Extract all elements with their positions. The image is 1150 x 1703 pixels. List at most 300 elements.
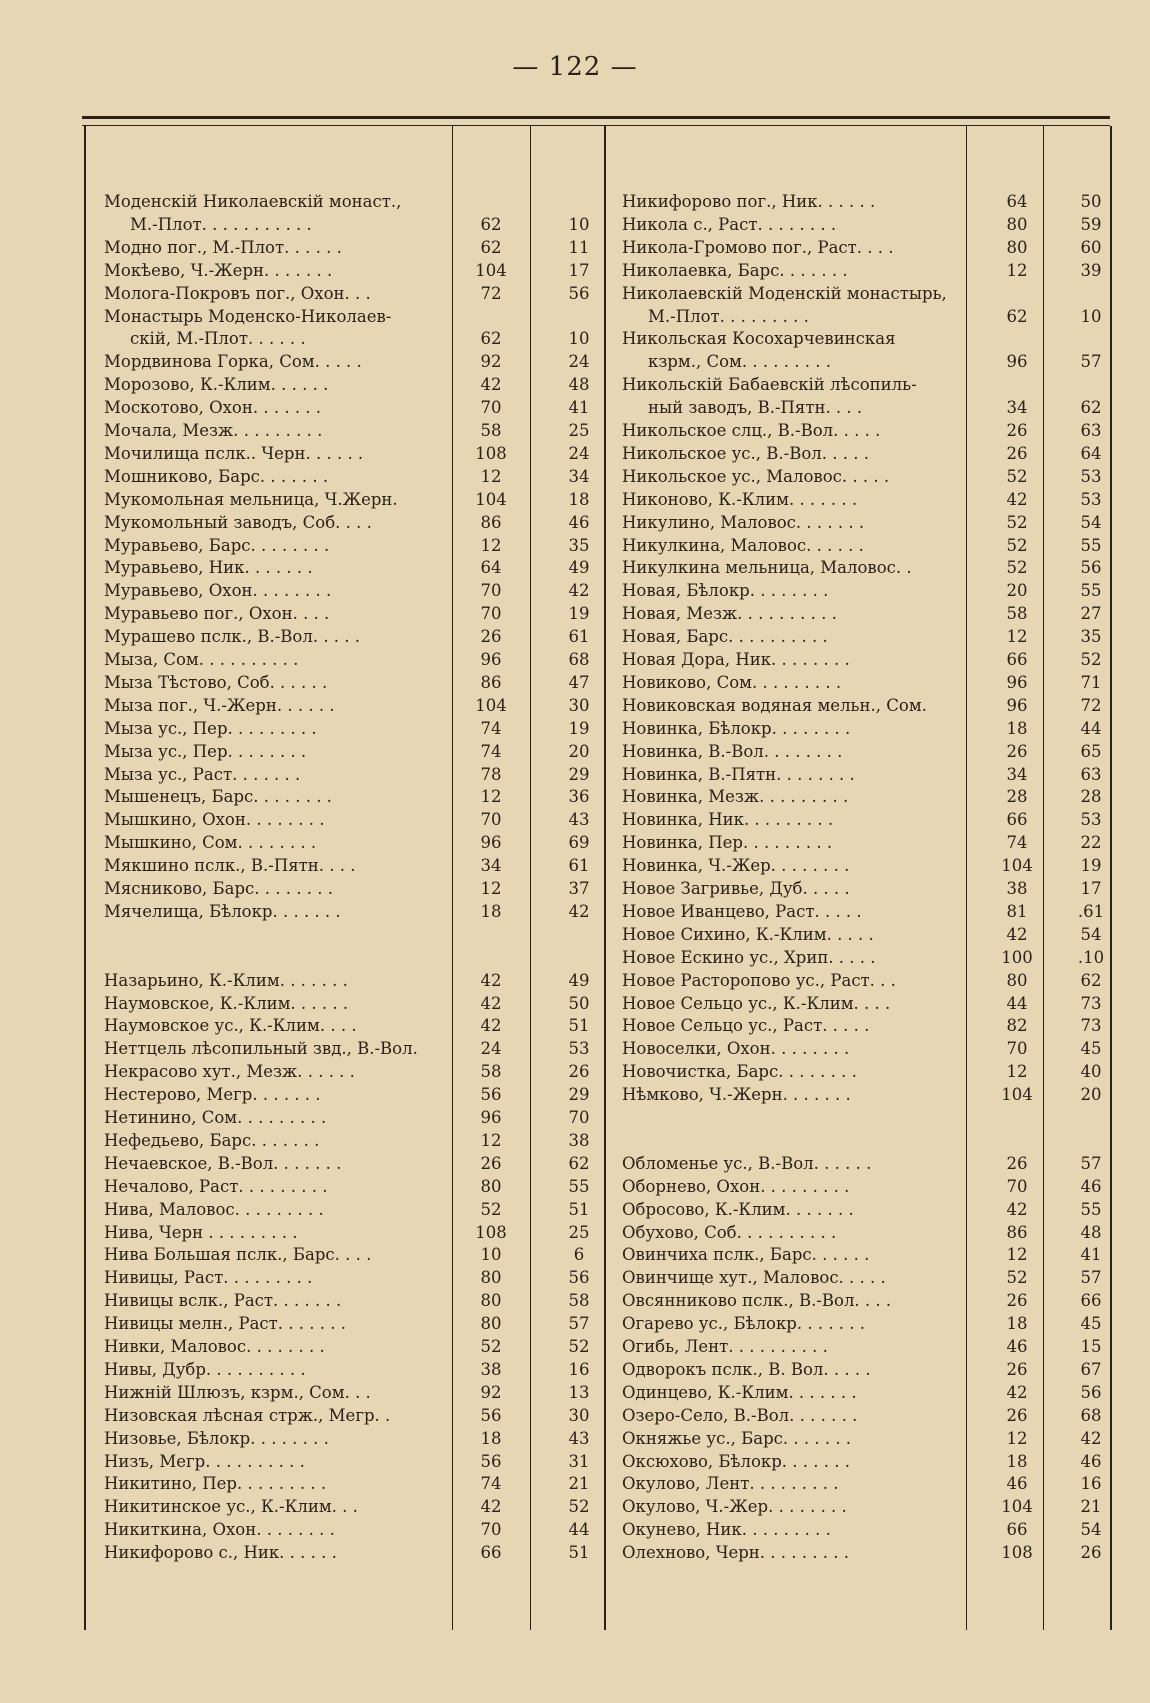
entry-number: 16 <box>1080 1474 1102 1494</box>
column-divider <box>84 126 86 1630</box>
place-name: Новиково, Сом. . . . . . . . . <box>622 672 842 692</box>
page-ref: 42 <box>480 1497 502 1517</box>
page-ref: 104 <box>475 260 507 280</box>
page-ref: 34 <box>1006 764 1028 784</box>
entry-number: 53 <box>1080 810 1102 830</box>
page-ref: 38 <box>1006 879 1028 898</box>
entry-number: 71 <box>1080 672 1102 692</box>
page-ref: 66 <box>1006 810 1028 830</box>
entry-number: 27 <box>1080 604 1102 624</box>
entry-number: 56 <box>1080 1382 1102 1402</box>
page-ref: 80 <box>480 1314 502 1334</box>
page-ref: 52 <box>480 1199 502 1219</box>
entry-number: 10 <box>568 214 590 234</box>
place-name: Новинка, В.-Пятн. . . . . . . . <box>622 764 855 784</box>
page-ref: 66 <box>1006 1520 1028 1540</box>
page-ref: 80 <box>1006 970 1028 990</box>
page-ref: 42 <box>480 375 502 395</box>
place-name: Низовская лѣсная стрж., Мегр. . <box>104 1405 391 1425</box>
place-name: Огибь, Лент. . . . . . . . . . <box>622 1337 828 1356</box>
entry-number: 20 <box>568 741 590 761</box>
place-name: Никольское ус., В.-Вол. . . . . <box>622 443 869 463</box>
entry-number: 52 <box>568 1497 590 1517</box>
page-ref: 26 <box>1006 421 1028 440</box>
place-name: Озеро-Село, В.-Вол. . . . . . . <box>622 1405 858 1425</box>
entry-number: 17 <box>1080 879 1102 898</box>
page-ref: 18 <box>480 901 502 921</box>
place-name: скій, М.-Плот. . . . . . <box>130 329 306 349</box>
page-ref: 78 <box>480 764 502 784</box>
page-ref: 82 <box>1006 1016 1028 1036</box>
place-name: Обломенье ус., В.-Вол. . . . . . <box>622 1153 872 1173</box>
entry-number: 24 <box>568 352 590 372</box>
place-name: Модно пог., М.-Плот. . . . . . <box>104 237 342 257</box>
entry-number: 43 <box>568 810 590 830</box>
entry-number: 30 <box>568 695 590 715</box>
page-ref: 52 <box>480 1337 502 1356</box>
entry-number: 53 <box>1080 489 1102 509</box>
entry-number: 57 <box>1080 1268 1102 1288</box>
page-number: — 122 — <box>512 52 638 82</box>
entry-number: 43 <box>568 1428 590 1448</box>
place-name: Обросово, К.-Клим. . . . . . . <box>622 1199 854 1219</box>
place-name: Олехново, Черн. . . . . . . . . <box>622 1543 849 1563</box>
entry-number: 73 <box>1080 993 1102 1013</box>
place-name: Никоново, К.-Клим. . . . . . . <box>622 489 858 509</box>
entry-number: 55 <box>1080 535 1102 555</box>
entry-number: 10 <box>1080 306 1102 326</box>
page-ref: 18 <box>1006 718 1028 738</box>
entry-number: 34 <box>568 466 590 486</box>
entry-number: 42 <box>568 901 590 921</box>
top-rule <box>82 116 1110 119</box>
column-divider <box>530 126 531 1630</box>
page-ref: 26 <box>480 627 502 647</box>
place-name: Никольскій Бабаевскій лѣсопиль- <box>622 375 917 395</box>
entry-number: 68 <box>1080 1405 1102 1425</box>
place-name: Моденскій Николаевскій монаст., <box>104 192 402 211</box>
place-name: Нива Большая пслк., Барс. . . . <box>104 1245 372 1265</box>
page-ref: 42 <box>1006 1382 1028 1402</box>
place-name: Нестерово, Мегр. . . . . . . <box>104 1085 321 1105</box>
entry-number: 52 <box>1080 650 1102 669</box>
entry-number: 55 <box>1080 1199 1102 1219</box>
place-name: Новая Дора, Ник. . . . . . . . <box>622 650 850 669</box>
place-name: Мыза, Сом. . . . . . . . . . <box>104 650 299 669</box>
place-name: Никола-Громово пог., Раст. . . . <box>622 237 894 257</box>
entry-number: 53 <box>568 1039 590 1059</box>
page-ref: 38 <box>480 1359 502 1379</box>
entry-number: 29 <box>568 1085 590 1105</box>
place-name: Мукомольный заводъ, Соб. . . . <box>104 512 372 532</box>
place-name: Молога-Покровъ пог., Охон. . . <box>104 283 371 303</box>
place-name: Низовье, Бѣлокр. . . . . . . . <box>104 1428 329 1448</box>
entry-number: 57 <box>1080 1153 1102 1173</box>
page-ref: 12 <box>480 787 502 807</box>
place-name: Никольское слц., В.-Вол. . . . . <box>622 421 881 440</box>
place-name: Муравьево, Охон. . . . . . . . <box>104 581 332 601</box>
page-ref: 28 <box>1006 787 1028 807</box>
page-ref: 42 <box>1006 489 1028 509</box>
page-ref: 56 <box>480 1405 502 1425</box>
place-name: Овсянниково пслк., В.-Вол. . . . <box>622 1291 892 1311</box>
place-name: Нивы, Дубр. . . . . . . . . . <box>104 1359 306 1379</box>
page-ref: 64 <box>480 558 502 578</box>
entry-number: 44 <box>1080 718 1102 738</box>
place-name: Неттцель лѣсопильный звд., В.-Вол. <box>104 1039 418 1059</box>
entry-number: 57 <box>568 1314 590 1334</box>
place-name: Овинчиха пслк., Барс. . . . . . <box>622 1245 870 1265</box>
place-name: Нетинино, Сом. . . . . . . . . <box>104 1108 327 1127</box>
page-ref: 70 <box>480 398 502 418</box>
page-ref: 104 <box>1001 1497 1033 1517</box>
page-ref: 44 <box>1006 993 1028 1013</box>
place-name: Мошниково, Барс. . . . . . . <box>104 466 329 486</box>
place-name: Никольское ус., Маловос. . . . . <box>622 466 890 486</box>
entry-number: 41 <box>1080 1245 1102 1265</box>
place-name: Нивки, Маловос. . . . . . . . <box>104 1337 325 1356</box>
page-ref: 64 <box>1006 192 1028 211</box>
page-ref: 81 <box>1006 901 1028 921</box>
place-name: М.-Плот. . . . . . . . . . . <box>130 214 312 234</box>
place-name: Мочала, Мезж. . . . . . . . . <box>104 421 323 440</box>
entry-number: 48 <box>568 375 590 395</box>
page-ref: 12 <box>1006 260 1028 280</box>
page-ref: 12 <box>480 1130 502 1150</box>
entry-number: 46 <box>1080 1451 1102 1471</box>
entry-number: 15 <box>1080 1337 1102 1356</box>
page-ref: 26 <box>480 1153 502 1173</box>
entry-number: 73 <box>1080 1016 1102 1036</box>
place-name: Монастырь Моденско-Николаев- <box>104 306 392 326</box>
entry-number: .61 <box>1077 901 1105 921</box>
page-ref: 100 <box>1001 947 1033 967</box>
page-ref: 52 <box>1006 535 1028 555</box>
place-name: Мячелища, Бѣлокр. . . . . . . <box>104 901 341 921</box>
entry-number: 60 <box>1080 237 1102 257</box>
place-name: Нивицы, Раст. . . . . . . . . <box>104 1268 313 1288</box>
entry-number: 42 <box>1080 1428 1102 1448</box>
place-name: Новочистка, Барс. . . . . . . . <box>622 1062 857 1082</box>
page-ref: 12 <box>1006 1428 1028 1448</box>
page-ref: 24 <box>480 1039 502 1059</box>
entry-number: 28 <box>1080 787 1102 807</box>
column-divider <box>452 126 453 1630</box>
entry-number: 31 <box>568 1451 590 1471</box>
place-name: Нечаевское, В.-Вол. . . . . . . <box>104 1153 342 1173</box>
entry-number: 36 <box>568 787 590 807</box>
entry-number: 61 <box>568 627 590 647</box>
page-ref: 18 <box>480 1428 502 1448</box>
place-name: Мыза пог., Ч.-Жерн. . . . . . <box>104 695 335 715</box>
place-name: Окулово, Лент. . . . . . . . . <box>622 1474 839 1494</box>
place-name: Новая, Мезж. . . . . . . . . . <box>622 604 837 624</box>
page-ref: 86 <box>480 672 502 692</box>
place-name: Никиткина, Охон. . . . . . . . <box>104 1520 335 1540</box>
page-ref: 34 <box>1006 398 1028 418</box>
page-ref: 108 <box>475 1222 507 1242</box>
place-name: Окунево, Ник. . . . . . . . . <box>622 1520 831 1540</box>
page-ref: 12 <box>480 535 502 555</box>
entry-number: 38 <box>568 1130 590 1150</box>
place-name: Никулкина мельница, Маловос. . <box>622 558 912 578</box>
page-ref: 108 <box>475 443 507 463</box>
entry-number: 20 <box>1080 1085 1102 1105</box>
place-name: Нефедьево, Барс. . . . . . . <box>104 1130 320 1150</box>
place-name: Николаевка, Барс. . . . . . . <box>622 260 848 280</box>
page-ref: 70 <box>1006 1176 1028 1196</box>
entry-number: 51 <box>568 1016 590 1036</box>
page-ref: 108 <box>1001 1543 1033 1563</box>
entry-number: 54 <box>1080 924 1102 944</box>
page-ref: 70 <box>480 1520 502 1540</box>
page-ref: 52 <box>1006 466 1028 486</box>
entry-number: 19 <box>568 718 590 738</box>
page-ref: 74 <box>1006 833 1028 853</box>
page-ref: 66 <box>1006 650 1028 669</box>
place-name: Мышкино, Сом. . . . . . . . <box>104 833 317 853</box>
entry-number: 62 <box>1080 970 1102 990</box>
page-ref: 34 <box>480 856 502 876</box>
entry-number: 25 <box>568 421 590 440</box>
entry-number: 47 <box>568 672 590 692</box>
place-name: Нива, Маловос. . . . . . . . . <box>104 1199 324 1219</box>
page-ref: 72 <box>480 283 502 303</box>
page-ref: 96 <box>480 1108 502 1127</box>
place-name: Овинчище хут., Маловос. . . . . <box>622 1268 886 1288</box>
page-ref: 96 <box>1006 695 1028 715</box>
page-ref: 104 <box>1001 856 1033 876</box>
page-ref: 70 <box>1006 1039 1028 1059</box>
entry-number: 19 <box>568 604 590 624</box>
page-ref: 62 <box>480 237 502 257</box>
place-name: Наумовское ус., К.-Клим. . . . <box>104 1016 357 1036</box>
place-name: Никулино, Маловос. . . . . . . <box>622 512 865 532</box>
place-name: Мясниково, Барс. . . . . . . . <box>104 879 333 898</box>
place-name: Назарьино, К.-Клим. . . . . . . <box>104 970 348 990</box>
place-name: М.-Плот. . . . . . . . . <box>648 306 809 326</box>
place-name: Обухово, Соб. . . . . . . . . . <box>622 1222 837 1242</box>
page-ref: 26 <box>1006 1291 1028 1311</box>
place-name: Новинка, Бѣлокр. . . . . . . . <box>622 718 851 738</box>
entry-number: 29 <box>568 764 590 784</box>
entry-number: 52 <box>568 1337 590 1356</box>
place-name: Оборнево, Охон. . . . . . . . . <box>622 1176 850 1196</box>
page-ref: 12 <box>1006 1062 1028 1082</box>
place-name: Мышкино, Охон. . . . . . . . <box>104 810 325 830</box>
place-name: Никулкина, Маловос. . . . . . <box>622 535 864 555</box>
entry-number: 26 <box>1080 1543 1102 1563</box>
place-name: Москотово, Охон. . . . . . . <box>104 398 322 418</box>
place-name: Морозово, К.-Клим. . . . . . <box>104 375 329 395</box>
page-ref: 74 <box>480 718 502 738</box>
page-ref: 18 <box>1006 1314 1028 1334</box>
place-name: Нивицы вслк., Раст. . . . . . . <box>104 1291 342 1311</box>
page-ref: 80 <box>480 1176 502 1196</box>
page-ref: 70 <box>480 810 502 830</box>
page-ref: 42 <box>480 993 502 1013</box>
place-name: Никола с., Раст. . . . . . . . <box>622 214 837 234</box>
page-ref: 74 <box>480 741 502 761</box>
place-name: Новое Иванцево, Раст. . . . . <box>622 901 862 921</box>
place-name: Оксюхово, Бѣлокр. . . . . . . <box>622 1451 850 1471</box>
entry-number: 65 <box>1080 741 1102 761</box>
place-name: Наумовское, К.-Клим. . . . . . <box>104 993 349 1013</box>
place-name: Огарево ус., Бѣлокр. . . . . . . <box>622 1314 866 1334</box>
entry-number: 44 <box>568 1520 590 1540</box>
place-name: Нивицы мелн., Раст. . . . . . . <box>104 1314 346 1334</box>
entry-number: 18 <box>568 489 590 509</box>
entry-number: 17 <box>568 260 590 280</box>
entry-number: 66 <box>1080 1291 1102 1311</box>
entry-number: 19 <box>1080 856 1102 876</box>
entry-number: 35 <box>1080 627 1102 647</box>
page-ref: 42 <box>480 970 502 990</box>
page-ref: 42 <box>480 1016 502 1036</box>
page-ref: 26 <box>1006 1359 1028 1379</box>
place-name: ный заводъ, В.-Пятн. . . . <box>648 398 863 418</box>
place-name: Одворокъ пслк., В. Вол. . . . . <box>622 1359 871 1379</box>
page-ref: 20 <box>1006 581 1028 601</box>
entry-number: 62 <box>1080 398 1102 418</box>
entry-number: 58 <box>568 1291 590 1311</box>
entry-number: 39 <box>1080 260 1102 280</box>
place-name: кзрм., Сом. . . . . . . . . <box>648 352 831 372</box>
entry-number: 50 <box>568 993 590 1013</box>
entry-number: 21 <box>568 1474 590 1494</box>
place-name: Никифорово пог., Ник. . . . . . <box>622 192 876 211</box>
place-name: Новоселки, Охон. . . . . . . . <box>622 1039 850 1059</box>
place-name: Нива, Черн . . . . . . . . . <box>104 1222 298 1242</box>
entry-number: 40 <box>1080 1062 1102 1082</box>
entry-number: 21 <box>1080 1497 1102 1517</box>
page-ref: 86 <box>480 512 502 532</box>
page-ref: 104 <box>475 489 507 509</box>
place-name: Новинка, В.-Вол. . . . . . . . <box>622 741 843 761</box>
entry-number: 67 <box>1080 1359 1102 1379</box>
page-ref: 96 <box>480 650 502 669</box>
page-ref: 92 <box>480 352 502 372</box>
place-name: Мокѣево, Ч.-Жерн. . . . . . . <box>104 260 333 280</box>
page-ref: 80 <box>480 1291 502 1311</box>
page-ref: 26 <box>1006 1153 1028 1173</box>
entry-number: 54 <box>1080 512 1102 532</box>
entry-number: 70 <box>568 1108 590 1127</box>
page-ref: 10 <box>480 1245 502 1265</box>
page-ref: 52 <box>1006 1268 1028 1288</box>
page-ref: 96 <box>1006 352 1028 372</box>
entry-number: 53 <box>1080 466 1102 486</box>
place-name: Муравьево пог., Охон. . . . <box>104 604 330 624</box>
place-name: Мукомольная мельница, Ч.Жерн. <box>104 489 398 509</box>
place-name: Николаевскій Моденскій монастырь, <box>622 283 947 303</box>
entry-number: 46 <box>568 512 590 532</box>
page-ref: 70 <box>480 604 502 624</box>
page-ref: 92 <box>480 1382 502 1402</box>
page-ref: 42 <box>1006 1199 1028 1219</box>
entry-number: 72 <box>1080 695 1102 715</box>
entry-number: 48 <box>1080 1222 1102 1242</box>
entry-number: 35 <box>568 535 590 555</box>
place-name: Новая, Бѣлокр. . . . . . . . <box>622 581 829 601</box>
place-name: Новинка, Пер. . . . . . . . . <box>622 833 833 853</box>
place-name: Мыза Тѣстово, Соб. . . . . . <box>104 672 328 692</box>
page-ref: 58 <box>1006 604 1028 624</box>
entry-number: 59 <box>1080 214 1102 234</box>
page-ref: 86 <box>1006 1222 1028 1242</box>
place-name: Нижній Шлюзъ, кзрм., Сом. . . <box>104 1382 371 1402</box>
entry-number: 22 <box>1080 833 1102 853</box>
entry-number: 42 <box>568 581 590 601</box>
page-ref: 26 <box>1006 443 1028 463</box>
page-ref: 52 <box>1006 512 1028 532</box>
entry-number: 49 <box>568 970 590 990</box>
entry-number: 63 <box>1080 764 1102 784</box>
entry-number: 62 <box>568 1153 590 1173</box>
entry-number: 45 <box>1080 1314 1102 1334</box>
place-name: Муравьево, Ник. . . . . . . <box>104 558 313 578</box>
entry-number: 37 <box>568 879 590 898</box>
page-ref: 62 <box>1006 306 1028 326</box>
place-name: Мыза ус., Пер. . . . . . . . <box>104 741 307 761</box>
page-ref: 96 <box>1006 672 1028 692</box>
page-ref: 74 <box>480 1474 502 1494</box>
entry-number: 24 <box>568 443 590 463</box>
entry-number: 45 <box>1080 1039 1102 1059</box>
page-ref: 26 <box>1006 1405 1028 1425</box>
entry-number: 6 <box>573 1245 585 1265</box>
page-ref: 56 <box>480 1085 502 1105</box>
place-name: Мыза ус., Пер. . . . . . . . . <box>104 718 317 738</box>
page-ref: 18 <box>1006 1451 1028 1471</box>
place-name: Мордвинова Горка, Сом. . . . . <box>104 352 362 372</box>
entry-number: 11 <box>568 237 590 257</box>
page-ref: 12 <box>1006 627 1028 647</box>
entry-number: 49 <box>568 558 590 578</box>
entry-number: 10 <box>568 329 590 349</box>
page-ref: 104 <box>1001 1085 1033 1105</box>
page-ref: 42 <box>1006 924 1028 944</box>
entry-number: 56 <box>1080 558 1102 578</box>
place-name: Новое Сельцо ус., К.-Клим. . . . <box>622 993 891 1013</box>
page-ref: 58 <box>480 1062 502 1082</box>
place-name: Мышенецъ, Барс. . . . . . . . <box>104 787 332 807</box>
page-ref: 80 <box>480 1268 502 1288</box>
page-ref: 52 <box>1006 558 1028 578</box>
page-ref: 96 <box>480 833 502 853</box>
place-name: Никитинское ус., К.-Клим. . . <box>104 1497 358 1517</box>
entry-number: 55 <box>1080 581 1102 601</box>
place-name: Мякшино пслк., В.-Пятн. . . . <box>104 856 356 876</box>
page-ref: 12 <box>1006 1245 1028 1265</box>
entry-number: 68 <box>568 650 590 669</box>
place-name: Мурашево пслк., В.-Вол. . . . . <box>104 627 361 647</box>
page-ref: 70 <box>480 581 502 601</box>
place-name: Новинка, Ник. . . . . . . . . <box>622 810 834 830</box>
entry-number: 61 <box>568 856 590 876</box>
entry-number: 69 <box>568 833 590 853</box>
place-name: Низъ, Мегр. . . . . . . . . . <box>104 1451 305 1471</box>
page-ref: 62 <box>480 214 502 234</box>
place-name: Одинцево, К.-Клим. . . . . . . <box>622 1382 857 1402</box>
entry-number: 13 <box>568 1382 590 1402</box>
place-name: Новиковская водяная мельн., Сом. <box>622 695 927 715</box>
page-ref: 104 <box>475 695 507 715</box>
page-ref: 46 <box>1006 1474 1028 1494</box>
page-ref: 66 <box>480 1543 502 1563</box>
place-name: Новое Загривье, Дуб. . . . . <box>622 879 850 898</box>
entry-number: 64 <box>1080 443 1102 463</box>
